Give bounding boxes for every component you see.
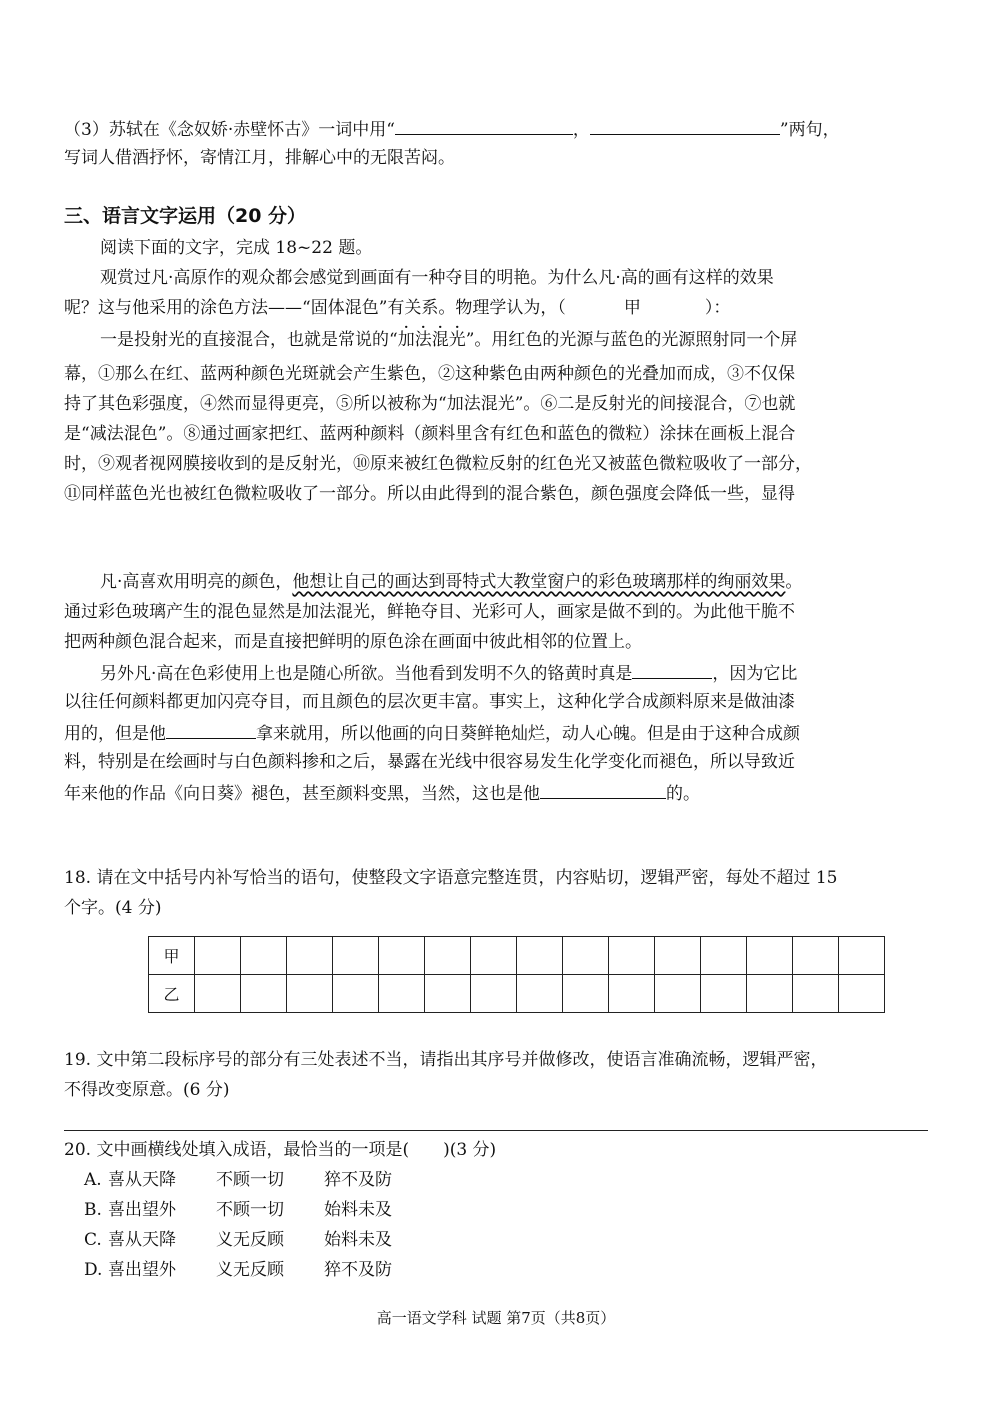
answer-cell[interactable] [333,975,379,1013]
answer-cell[interactable] [701,937,747,975]
passage-text: 年来他的作品《向日葵》褪色，甚至颜料变黑，当然，这也是他 [64,784,540,804]
row-label: 甲 [149,937,195,975]
passage-text: 另外凡·高在色彩使用上也是随心所欲。当他看到发明不久的铬黄时真是 [100,664,633,684]
answer-grid [148,936,885,1013]
answer-cell[interactable] [655,975,701,1013]
answer-row-jia [149,937,885,975]
passage-text: 拿来就用，所以他画的向日葵鲜艳灿烂，动人心魄。但是由于这种合成颜 [256,724,800,744]
answer-cell[interactable] [701,975,747,1013]
answer-cell[interactable] [655,937,701,975]
page-footer: 高一语文学科 试题 第7页（共8页） [376,1309,616,1327]
idiom-blank[interactable] [632,660,712,679]
section-title: 三、语言文字运用（20 分） [64,205,307,227]
row-label: 乙 [149,975,195,1013]
passage-text: ）： [704,298,731,318]
wavy-underlined-sentence: 他想让自己的画达到哥特式大教堂窗户的彩色玻璃那样的绚丽效果 [292,572,786,592]
passage-p2-line6: ⑪同样蓝色光也被红色微粒吸收了一部分。所以由此得到的混合紫色，颜色强度会降低一些，显得 [64,484,795,504]
passage-p4-line3 [64,720,800,746]
passage-text: ”。用红色的光源与蓝色的光源照射同一个屏 [465,330,798,350]
q19-line2: 不得改变原意。(6 分) [64,1080,230,1100]
answer-cell[interactable] [379,975,425,1013]
q3-comma: ， [572,120,590,140]
q20-stem: 20. 文中画横线处填入成语，最恰当的一项是( )(3 分) [64,1140,497,1160]
passage-p3-line3: 把两种颜色混合起来，而是直接把鲜明的原色涂在画面中彼此相邻的位置上。 [64,632,642,652]
answer-cell[interactable] [471,975,517,1013]
answer-cell[interactable] [839,975,885,1013]
idiom-blank[interactable] [166,720,256,739]
answer-cell[interactable] [609,937,655,975]
dotted-emphasis: 加法混光 [397,330,466,350]
q3-line2: 写词人借酒抒怀，寄情江月，排解心中的无限苦闷。 [64,148,455,168]
section-instruction: 阅读下面的文字，完成 18~22 题。 [100,238,373,258]
answer-cell[interactable] [563,975,609,1013]
answer-blank[interactable] [590,116,780,135]
answer-cell[interactable] [241,975,287,1013]
passage-p2-line1 [100,328,797,352]
q3-text-c: ”两句， [779,120,840,140]
passage-text: 的。 [666,784,700,804]
passage-p2-line5: 时，⑨观者视网膜接收到的是反射光，⑩原来被红色微粒反射的红色光又被蓝色微粒吸收了一部分， [64,454,812,474]
answer-cell[interactable] [793,937,839,975]
answer-cell[interactable] [287,937,333,975]
q19-line1: 19. 文中第二段标序号的部分有三处表述不当，请指出其序号并做修改，使语言准确流畅，逻辑严密， [64,1050,828,1070]
blank-label-jia: 甲 [623,298,641,318]
passage-p2-line4: 是“减法混色”。⑧通过画家把红、蓝两种颜料（颜料里含有红色和蓝色的微粒）涂抹在画板上混合 [64,424,796,444]
passage-p4-line5 [64,780,700,806]
q3-line1 [64,116,840,142]
answer-cell[interactable] [379,937,425,975]
answer-cell[interactable] [609,975,655,1013]
answer-cell[interactable] [747,937,793,975]
passage-text: 用的，但是他 [64,724,166,744]
q3-text-a: （3）苏轼在《念奴娇·赤壁怀古》一词中用“ [64,120,395,140]
passage-p3-line2: 通过彩色玻璃产生的混色显然是加法混光，鲜艳夺目、光彩可人，画家是做不到的。为此他干脆不 [64,602,795,622]
passage-text: 一是投射光的直接混合，也就是常说的“ [100,330,398,350]
answer-cell[interactable] [287,975,333,1013]
answer-cell[interactable] [241,937,287,975]
passage-p1-line1: 观赏过凡·高原作的观众都会感觉到画面有一种夺目的明艳。为什么凡·高的画有这样的效果 [100,268,774,288]
passage-text: 。 [785,572,803,592]
answer-cell[interactable] [793,975,839,1013]
answer-cell[interactable] [425,937,471,975]
passage-p4-line2: 以往任何颜料都更加闪亮夺目，而且颜色的层次更丰富。事实上，这种化学合成颜料原来是做油漆 [64,692,795,712]
answer-cell[interactable] [839,937,885,975]
answer-cell[interactable] [563,937,609,975]
passage-p2-line3: 持了其色彩强度，④然而显得更亮，⑤所以被称为“加法混光”。⑥二是反射光的间接混合，⑦也就 [64,394,796,414]
answer-cell[interactable] [471,937,517,975]
q18-line1: 18. 请在文中括号内补写恰当的语句，使整段文字语意完整连贯，内容贴切，逻辑严密，每处不超过 15 [64,868,838,888]
q18-line2: 个字。(4 分) [64,898,162,918]
passage-text: 凡·高喜欢用明亮的颜色， [100,572,293,592]
q20-option-b[interactable]: B.喜出望外 不顾一切 始料未及 [84,1200,392,1220]
passage-p2-line2: 幕，①那么在红、蓝两种颜色光斑就会产生紫色，②这种紫色由两种颜色的光叠加而成，③不仅保 [64,364,795,384]
answer-cell[interactable] [747,975,793,1013]
q20-option-a[interactable]: A.喜从天降 不顾一切 猝不及防 [84,1170,392,1190]
passage-p4-line4: 料，特别是在绘画时与白色颜料掺和之后，暴露在光线中很容易发生化学变化而褪色，所以导致近 [64,752,795,772]
answer-cell[interactable] [333,937,379,975]
answer-row-yi [149,975,885,1013]
answer-blank[interactable] [395,116,573,135]
answer-cell[interactable] [425,975,471,1013]
answer-cell[interactable] [195,975,241,1013]
answer-cell[interactable] [517,975,563,1013]
passage-text: ，因为它比 [712,664,798,684]
passage-p4-line1 [100,660,797,686]
divider-line [64,1130,928,1131]
q20-option-d[interactable]: D.喜出望外 义无反顾 猝不及防 [84,1260,392,1280]
answer-cell[interactable] [517,937,563,975]
answer-cell[interactable] [195,937,241,975]
idiom-blank[interactable] [540,780,666,799]
passage-text: 呢？这与他采用的涂色方法——“固体混色”有关系。物理学认为，（ [64,298,566,318]
passage-p1-line2 [64,296,730,320]
passage-p3-line1 [100,570,802,594]
q20-option-c[interactable]: C.喜从天降 义无反顾 始料未及 [84,1230,392,1250]
